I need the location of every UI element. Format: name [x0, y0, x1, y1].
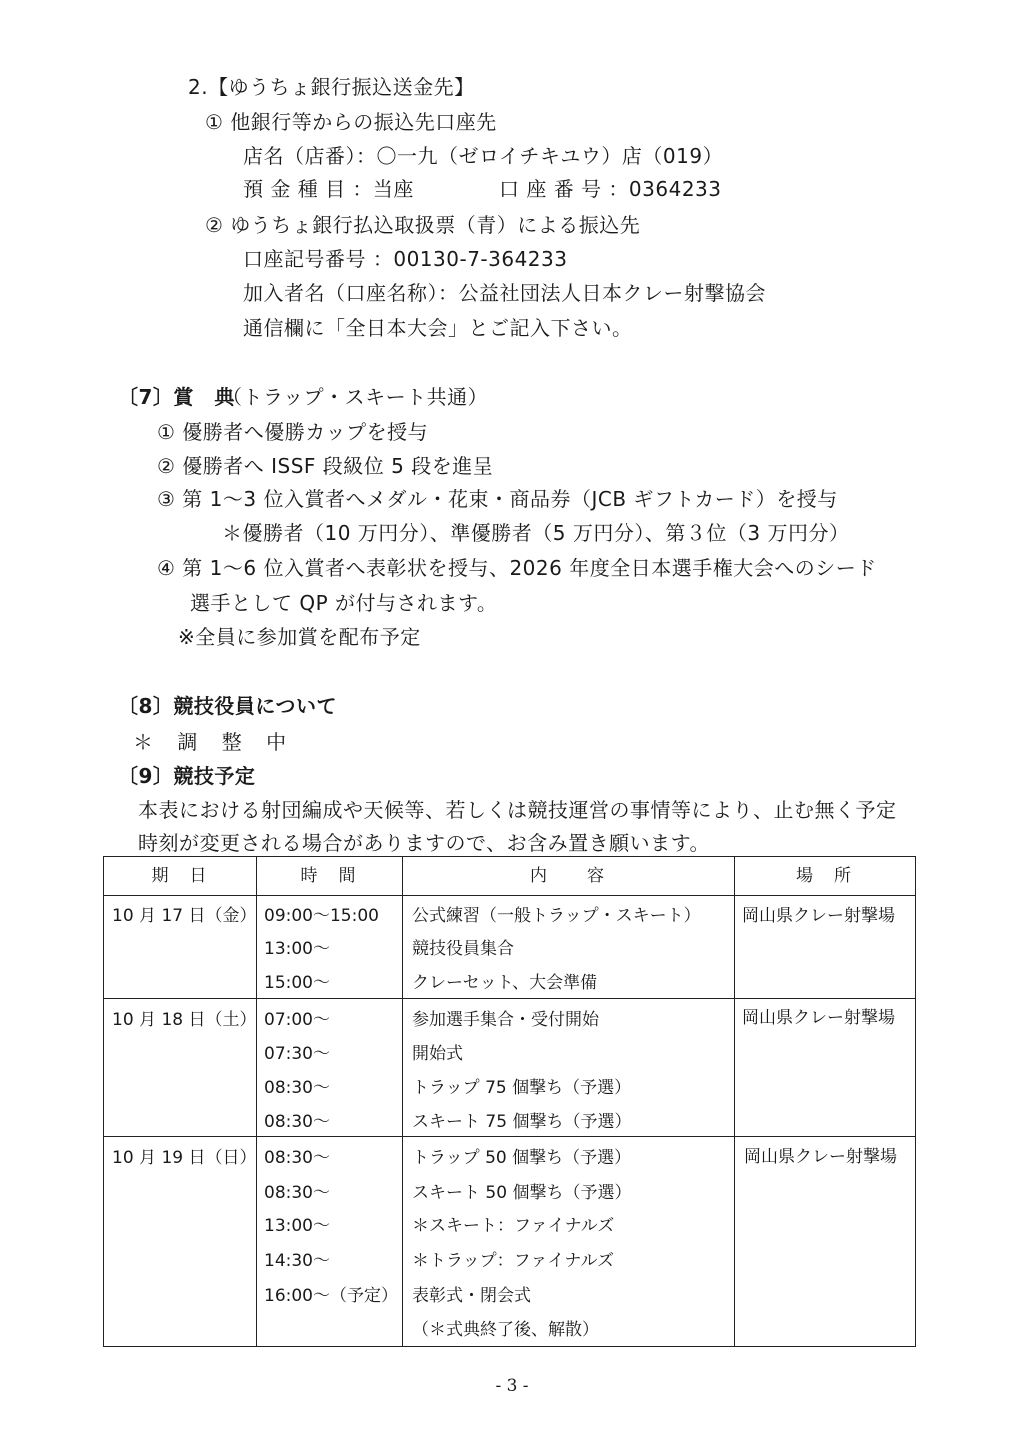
header-date: 期 日: [151, 866, 209, 886]
account-code: 口座記号番号 ：00130-7-364233: [243, 247, 568, 271]
day3-time-4: 14:30～: [264, 1251, 330, 1271]
day3-content-3: ＊スキート：ファイナルズ: [412, 1216, 615, 1236]
day1-date: 10 月 17 日（金）: [112, 906, 257, 926]
day1-content-1: 公式練習（一般トラップ・スキート）: [412, 906, 701, 926]
section8-status: ＊ 調 整 中: [133, 730, 296, 754]
section2-heading: 2.【ゆうちょ銀行振込送金先】: [188, 75, 475, 99]
table-col-divider: [256, 857, 257, 1346]
table-col-divider: [402, 857, 403, 1346]
table-row-divider: [104, 998, 915, 999]
day3-date: 10 月 19 日（日）: [112, 1148, 257, 1168]
day2-date: 10 月 18 日（土）: [112, 1010, 257, 1030]
table-row-divider: [104, 1136, 915, 1137]
day2-time-1: 07:00～: [264, 1010, 330, 1030]
award-item-3-note: ＊優勝者（10 万円分）、準優勝者（5 万円分）、第３位（3 万円分）: [222, 521, 850, 545]
section9-intro-line2: 時刻が変更される場合がありますので、お含み置き願います。: [138, 831, 710, 855]
table-col-divider: [734, 857, 735, 1346]
section7-heading: 〔7〕賞 典: [118, 385, 235, 409]
day3-content-6: （＊式典終了後、解散）: [412, 1320, 599, 1340]
day1-content-3: クレーセット、大会準備: [412, 973, 598, 993]
day3-time-1: 08:30～: [264, 1148, 330, 1168]
award-note: ※全員に参加賞を配布予定: [178, 625, 421, 649]
day1-time-2: 13:00～: [264, 939, 330, 959]
day3-place: 岡山県クレー射撃場: [744, 1147, 897, 1167]
award-item-4-cont: 選手として QP が付与されます。: [190, 591, 498, 615]
account-number: 口 座 番 号 ：0364233: [499, 177, 722, 201]
award-item-3: ③ 第 1～3 位入賞者へメダル・花束・商品券（JCB ギフトカード）を授与: [157, 487, 838, 511]
day1-content-2: 競技役員集合: [412, 939, 514, 959]
memo-instruction: 通信欄に「全日本大会」とご記入下さい。: [243, 316, 633, 340]
day3-content-2: スキート 50 個撃ち（予選）: [412, 1183, 632, 1203]
section8-heading: 〔8〕競技役員について: [118, 694, 338, 718]
day3-content-4: ＊トラップ：ファイナルズ: [412, 1251, 614, 1271]
day1-place: 岡山県クレー射撃場: [742, 906, 895, 926]
header-time: 時 間: [300, 866, 358, 886]
day2-content-3: トラップ 75 個撃ち（予選）: [412, 1078, 632, 1098]
section7-heading-note: （トラップ・スキート共通）: [222, 385, 489, 409]
day3-time-5: 16:00～（予定）: [264, 1286, 398, 1306]
header-place: 場 所: [796, 866, 853, 886]
table-row-divider: [104, 895, 915, 896]
day2-content-4: スキート 75 個撃ち（予選）: [412, 1112, 632, 1132]
day2-time-3: 08:30～: [264, 1078, 330, 1098]
section9-intro-line1: 本表における射団編成や天候等、若しくは競技運営の事情等により、止む無く予定: [138, 798, 897, 822]
day1-time-1: 09:00～15:00: [264, 906, 379, 926]
day3-content-1: トラップ 50 個撃ち（予選）: [412, 1148, 632, 1168]
branch-name: 店名（店番）：〇一九（ゼロイチキユウ）店（019）: [243, 144, 724, 168]
account-type: 預 金 種 目 ：当座: [243, 177, 414, 201]
day2-place: 岡山県クレー射撃場: [742, 1008, 895, 1028]
page-number: - 3 -: [495, 1376, 529, 1396]
day2-time-2: 07:30～: [264, 1044, 330, 1064]
day2-time-4: 08:30～: [264, 1112, 330, 1132]
award-item-1: ① 優勝者へ優勝カップを授与: [157, 420, 429, 444]
schedule-table: [103, 856, 916, 1347]
day3-content-5: 表彰式・閉会式: [412, 1286, 531, 1306]
day3-time-3: 13:00～: [264, 1216, 330, 1236]
section2-item1-title: ① 他銀行等からの振込先口座先: [205, 110, 497, 134]
award-item-2: ② 優勝者へ ISSF 段級位 5 段を進呈: [157, 454, 494, 478]
day3-time-2: 08:30～: [264, 1183, 330, 1203]
section9-heading: 〔9〕競技予定: [118, 764, 256, 788]
day2-content-1: 参加選手集合・受付開始: [412, 1010, 599, 1030]
award-item-4: ④ 第 1～6 位入賞者へ表彰状を授与、2026 年度全日本選手権大会へのシード: [157, 556, 877, 580]
header-content: 内 容: [530, 866, 606, 886]
day1-time-3: 15:00～: [264, 973, 330, 993]
section2-item2-title: ② ゆうちょ銀行払込取扱票（青）による振込先: [205, 213, 641, 237]
account-holder: 加入者名（口座名称）：公益社団法人日本クレー射撃協会: [243, 281, 766, 305]
day2-content-2: 開始式: [412, 1044, 463, 1064]
